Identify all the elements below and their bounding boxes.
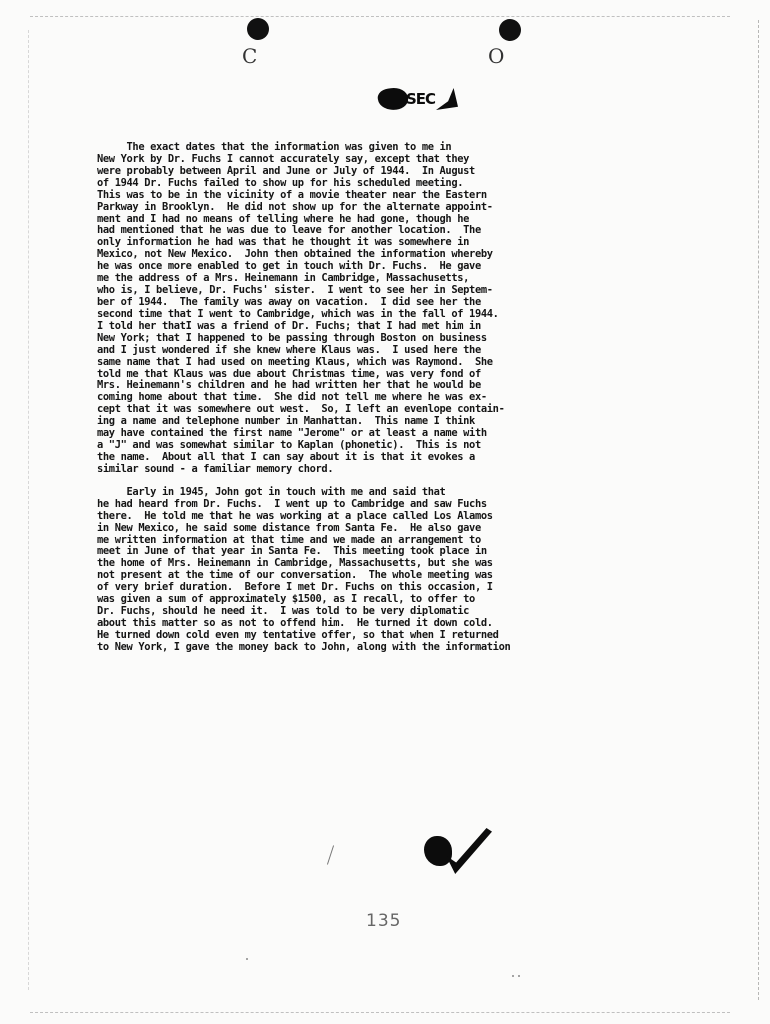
- paragraph-2: Early in 1945, John got in touch with me and said that he had heard from Dr. Fuchs. I went up to Cambridge and saw Fuchs there. He told me that he was working at a place called Los Alamos in New Mexico, he said some distance from Santa Fe. He also gave me written information at that time and we made an arrangement to meet in June of that year in Santa Fe. This meeting took place in the home of Mrs. Heinemann in Cambridge, Massachusetts, but she was not present at the time of our conversation. The whole meeting was of very brief duration. Before I met Dr. Fuchs on this occasion, I was given a sum of approximately $1500, as I recall, to offer to Dr. Fuchs, should he need it. I was told to be very diplomatic about this matter so as not to offend him. He turned it down cold. He turned down cold even my tentative offer, so that when I returned to New York, I gave the money back to John, along with the information: [97, 485, 511, 653]
- initials-signature: [424, 828, 494, 874]
- scan-edge-left: [28, 30, 29, 990]
- scan-edge-top: [30, 16, 730, 17]
- paragraph-1: The exact dates that the information was given to me in New York by Dr. Fuchs I cannot accurately say, except that they were probably between April and June or July of 1944. In August of 1944 Dr. Fuchs failed to show up for his scheduled meeting. This was to be in the vicinity of a movie theater near the Eastern Parkway in Brooklyn. He did not show up for the alternate appoint- ment and I had no means of telling where he had gone, though he had mentioned that he was due to leave for another location. The only information he had was that he thought it was somewhere in Mexico, not New Mexico. John then obtained the information whereby he was once more enabled to get in touch with Dr. Fuchs. He gave me the address of a Mrs. Heinemann in Cambridge, Massachusetts, who is, I believe, Dr. Fuchs' sister. I went to see her in Septem- ber of 1944. The family was away on vacation. I did see her the second time that I went to Cambridge, which was in the fall of 1944. I told her thatI was a friend of Dr. Fuchs; that I had met him in New York; that I happened to be passing through Boston on business and I just wondered if she knew where Klaus was. I used here the same name that I had used on meeting Klaus, which was Raymond. She told me that Klaus was due about Christmas time, was very fond of Mrs. Heinemann's children and he had written her that he would be coming home about that time. She did not tell me where he was ex- cept that it was somewhere out west. So, I left an evenlope contain- ing a name and telephone number in Manhattan. This name I think may have contained the first name "Jerome" or at least a name with a "J" and was somewhat similar to Kaplan (phonetic). This is not the name. About all that I can say about it is that it evokes a similar sound - a familiar memory chord.: [97, 141, 505, 475]
- scan-speck: [246, 958, 248, 960]
- stamp-tail: [436, 88, 458, 110]
- signature-checkmark: [446, 828, 492, 874]
- document-body: [97, 142, 637, 654]
- stamp-text: SEC: [406, 90, 436, 108]
- scan-speck: [518, 975, 520, 977]
- signature-blot: [424, 836, 452, 866]
- scan-speck: [512, 975, 514, 977]
- header-mark-left: C: [242, 44, 258, 68]
- classification-stamp: [378, 84, 458, 116]
- punch-hole-left: [247, 18, 269, 40]
- scan-edge-right: [758, 20, 759, 1000]
- page-number: 135: [366, 911, 402, 931]
- punch-hole-right: [499, 19, 521, 41]
- stray-mark: [327, 845, 334, 864]
- scan-edge-bottom: [30, 1012, 730, 1013]
- header-mark-right: O: [488, 44, 505, 68]
- stamp-blot: [377, 86, 410, 112]
